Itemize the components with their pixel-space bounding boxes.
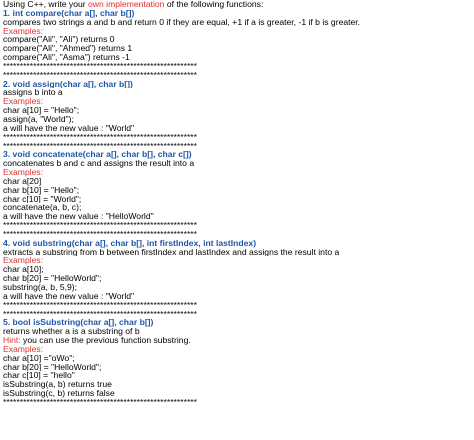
separator: ********************************************************** (3, 300, 197, 310)
example-line: substring(a, b, 5,9); (3, 283, 78, 292)
function-title: 3. void concatenate(char a[], char b[], char c[]) (3, 150, 192, 160)
example-line: a will have the new value : "HelloWorld" (3, 212, 154, 222)
example-line: char b[20] = "HelloWorld"; (3, 274, 102, 283)
example-line: a will have the new value : "World" (3, 291, 135, 301)
hint-text: you can use the previous function substring. (20, 336, 191, 345)
separator: ********************************************************** (3, 141, 197, 151)
example-line: isSubstring(c, b) returns false (3, 389, 115, 398)
intro-after: of the following functions: (164, 0, 264, 9)
function-title: 1. int compare(char a[], char b[]) (3, 8, 135, 18)
hint-line (3, 336, 474, 345)
function-section-2 (3, 80, 474, 151)
example-line: char a[10]; (3, 265, 44, 275)
separator: ********************************************************** (3, 397, 197, 407)
intro-highlight: own implementation (88, 0, 165, 9)
example-line: compare("Ali", "Ali") returns 0 (3, 35, 115, 45)
example-line: assign(a, "World"); (3, 114, 74, 124)
function-section-1 (3, 9, 474, 80)
examples-label: Examples: (3, 344, 44, 354)
function-section-5 (3, 318, 474, 406)
example-line: char c[10] = "hello" (3, 371, 75, 381)
example-line: compare("Ali", "Ahmed") returns 1 (3, 44, 133, 54)
function-section-4 (3, 239, 474, 319)
function-description: compares two strings a and b and return 0 if they are equal, +1 if a is greater, -1 if b is greater. (3, 17, 361, 27)
intro-before: Using C++, write your (3, 0, 89, 9)
function-section-3 (3, 150, 474, 238)
function-description: extracts a substring from b between firstIndex and lastIndex and assigns the result into a (3, 247, 340, 257)
function-title: 4. void substring(char a[], char b[], int firstIndex, int lastIndex) (3, 238, 257, 248)
function-description: returns whether a is a substring of b (3, 327, 140, 337)
separator: ********************************************************** (3, 221, 197, 230)
function-description: assigns b into a (3, 88, 63, 98)
example-line: compare("Ali", "Asma") returns -1 (3, 53, 130, 62)
example-line: isSubstring(a, b) returns true (3, 380, 112, 390)
example-line: concatenate(a, b, c); (3, 203, 82, 213)
function-title: 2. void assign(char a[], char b[]) (3, 79, 133, 89)
separator: ********************************************************** (3, 309, 197, 319)
function-title: 5. bool isSubstring(char a[], char b[]) (3, 318, 154, 328)
example-line: char c[10] = "World"; (3, 194, 82, 204)
example-line: char b[10] = "Hello"; (3, 185, 80, 195)
hint-label: Hint: (3, 336, 21, 345)
separator: ********************************************************** (3, 61, 197, 71)
separator: ********************************************************** (3, 70, 197, 80)
separator: ********************************************************** (3, 229, 197, 239)
example-line: char a[10] = "Hello"; (3, 106, 80, 115)
examples-label: Examples: (3, 256, 44, 266)
example-line: a will have the new value : "World" (3, 123, 135, 133)
separator: ********************************************************** (3, 132, 197, 142)
example-line: char a[10] ="oWo"; (3, 353, 75, 363)
examples-label: Examples: (3, 97, 44, 107)
intro-line (3, 0, 474, 9)
function-description: concatenates b and c and assigns the result into a (3, 159, 195, 169)
examples-label: Examples: (3, 26, 44, 36)
examples-label: Examples: (3, 168, 44, 177)
example-line: char a[20] (3, 176, 42, 186)
example-line: char b[20] = "HelloWorld"; (3, 362, 102, 372)
